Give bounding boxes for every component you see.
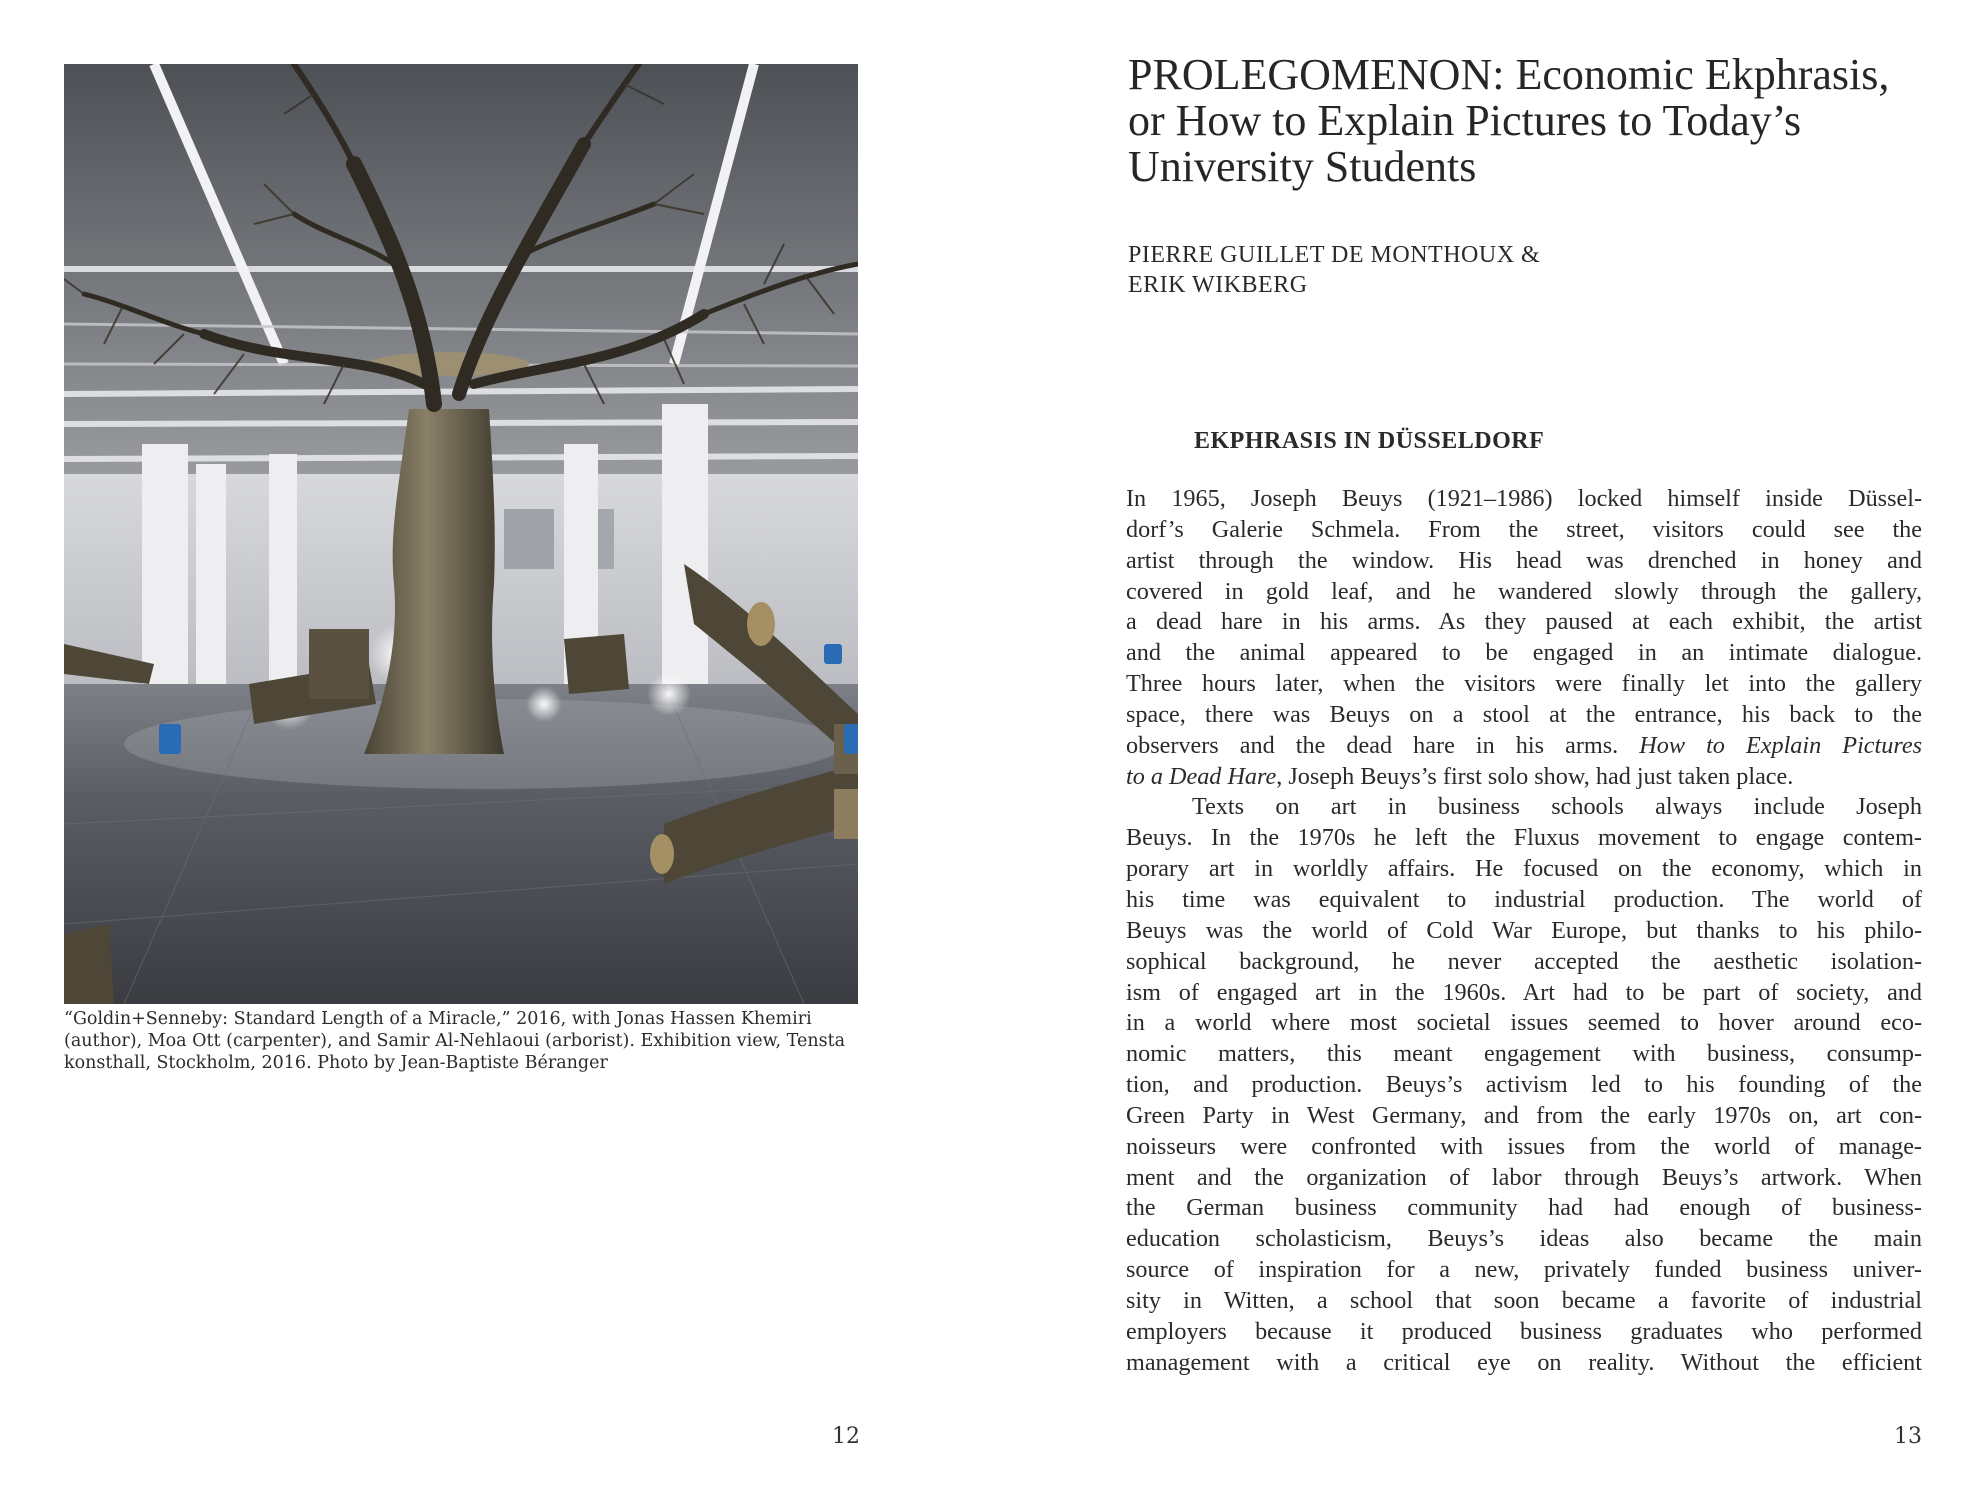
author-line-1: PIERRE GUILLET DE MONTHOUX & — [1128, 242, 1541, 268]
body-line: artist through the window. His head was drenched in honey and — [1126, 546, 1922, 574]
chapter-title: PROLEGOMENON: Economic Ekphrasis, or How to Explain Pictures to Today’s University Students — [1128, 50, 1890, 191]
body-line: tion, and production. Beuys’s activism led to his founding of the — [1126, 1071, 1922, 1099]
body-line: ment and the organization of labor through Beuys’s artwork. When — [1126, 1163, 1922, 1191]
body-line: porary art in worldly affairs. He focused on the economy, which in — [1126, 855, 1922, 883]
page-number-right: 13 — [1894, 1424, 1922, 1449]
body-line: employers because it produced business graduates who performed — [1126, 1317, 1922, 1345]
body-line: Beuys. In the 1970s he left the Fluxus movement to engage contem- — [1126, 824, 1922, 852]
body-text-run: , Joseph Beuys’s first solo show, had just taken place. — [1276, 762, 1794, 790]
body-line: education scholasticism, Beuys’s ideas also became the main — [1126, 1225, 1922, 1253]
exhibition-photo — [64, 64, 858, 1004]
body-line: Green Party in West Germany, and from the early 1970s on, art con- — [1126, 1101, 1922, 1129]
body-line: sity in Witten, a school that soon became a favorite of industrial — [1126, 1286, 1922, 1314]
body-line: covered in gold leaf, and he wandered slowly through the gallery, — [1126, 577, 1922, 605]
body-line-with-italic — [1126, 762, 1922, 793]
body-text — [1126, 484, 1922, 1378]
body-line: sophical background, he never accepted the aesthetic isolation- — [1126, 947, 1922, 975]
body-text-run: observers and the dead hare in his arms. — [1126, 731, 1619, 759]
body-line: ism of engaged art in the 1960s. Art had to be part of society, and — [1126, 978, 1922, 1006]
body-line: nomic matters, this meant engagement with business, consump- — [1126, 1040, 1922, 1068]
artwork-title-italic: How to Explain Pictures — [1639, 731, 1923, 759]
body-line: his time was equivalent to industrial production. The world of — [1126, 885, 1922, 913]
body-line: in a world where most societal issues seemed to hover around eco- — [1126, 1009, 1922, 1037]
body-line: source of inspiration for a new, privately funded business univer- — [1126, 1256, 1922, 1284]
body-line: Beuys was the world of Cold War Europe, but thanks to his philo- — [1126, 916, 1922, 944]
photo-caption: “Goldin+Senneby: Standard Length of a Miracle,” 2016, with Jonas Hassen Khemiri (author), Moa Ott (carpenter), and Samir Al-Nehlaoui (arborist). Exhibition view, Tensta konsthall, Stockholm, 2016. Photo by Jean-Baptiste Béranger — [64, 1009, 846, 1073]
body-line: space, there was Beuys on a stool at the entrance, his back to the — [1126, 700, 1922, 728]
body-line: Three hours later, when the visitors were finally let into the gallery — [1126, 670, 1922, 698]
body-line: dorf’s Galerie Schmela. From the street, visitors could see the — [1126, 515, 1922, 543]
author-line-2: ERIK WIKBERG — [1128, 272, 1308, 298]
section-heading: EKPHRASIS IN DÜSSELDORF — [1194, 428, 1545, 454]
body-line-with-italic — [1126, 731, 1922, 762]
body-line: In 1965, Joseph Beuys (1921–1986) locked himself inside Düssel- — [1126, 485, 1922, 512]
body-line: and the animal appeared to be engaged in an intimate dialogue. — [1126, 639, 1922, 667]
page-number-left: 12 — [832, 1424, 860, 1449]
body-line: Texts on art in business schools always include Joseph — [1192, 793, 1922, 821]
tree-installation-image — [64, 64, 858, 1004]
chapter-authors — [1128, 240, 1828, 300]
body-line: noisseurs were confronted with issues from the world of manage- — [1126, 1132, 1922, 1160]
body-line: management with a critical eye on reality. Without the efficient — [1126, 1348, 1922, 1376]
body-line: a dead hare in his arms. As they paused at each exhibit, the artist — [1126, 608, 1922, 636]
artwork-title-italic: to a Dead Hare — [1126, 762, 1277, 790]
body-line: the German business community had had enough of business- — [1126, 1194, 1922, 1222]
